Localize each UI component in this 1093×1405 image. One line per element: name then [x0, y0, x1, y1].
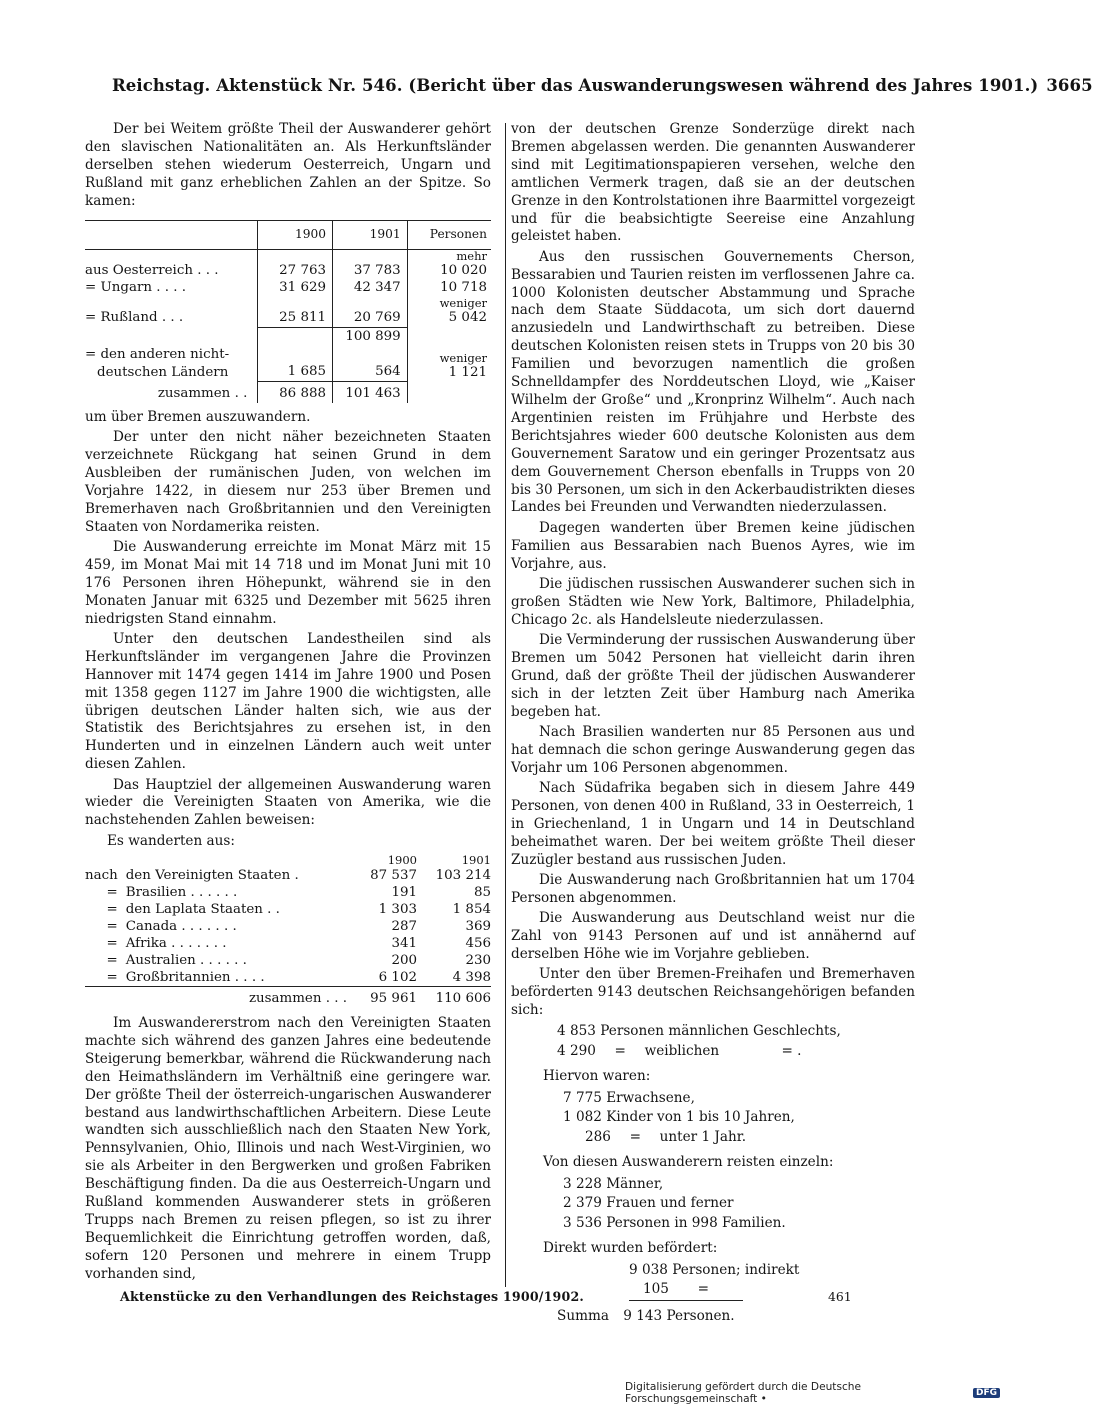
- destination-table: [85, 853, 491, 1007]
- table-row: = Australien . . . . . . 200 230: [106, 952, 491, 968]
- origin-table: [85, 220, 491, 403]
- table-row: = den Laplata Staaten . . 1 303 1 854: [106, 901, 491, 917]
- table-row: nach den Vereinigten Staaten . 87 537 103 214: [85, 867, 491, 883]
- table-row: = den anderen nicht- deutschen Ländern 1 685 564 weniger 1 121: [85, 346, 491, 382]
- table-row: = Brasilien . . . . . . 191 85: [106, 884, 491, 900]
- paragraph: Die Verminderung der russischen Auswanderung über Bremen um 5042 Personen hat vielleicht darin ihren Grund, daß der größte Theil der jüdischen Auswanderer sich in der letzten Zeit über Hamburg nach Amerika begeben hat.: [511, 631, 915, 720]
- header-page-number: 3665: [1046, 76, 1093, 95]
- table-header-row: [85, 220, 491, 249]
- travel-breakdown: 3 228 Männer, 2 379 Frauen und ferner 3 536 Personen in 998 Familien.: [563, 1175, 786, 1231]
- paragraph: Nach Südafrika begaben sich in diesem Jahre 449 Personen, von denen 400 in Rußland, 33 in Oesterreich, 1 in Griechenland, 1 in Ungarn und 14 in Deutschland beheimathet waren. Der bei weitem größte Theil dieser Zuzügler bestand aus russischen Juden.: [511, 779, 915, 868]
- col-header-1901: 1901: [333, 220, 408, 249]
- paragraph: Nach Brasilien wanderten nur 85 Personen aus und hat demnach die schon geringe Auswanderung gegen das Vorjahr um 106 Personen abgenommen.: [511, 723, 915, 776]
- table-header-row: 1900 1901: [387, 852, 491, 867]
- dfg-credit: [625, 1381, 1000, 1405]
- left-column: [85, 121, 491, 1286]
- paragraph: Der bei Weitem größte Theil der Auswanderer gehört den slavischen Nationalitäten an. Als Herkunftsländer derselben stehen wiederum Oesterreich, Ungarn und Rußland mit ganz erheblichen Zahlen an der Spitze. So kamen:: [85, 121, 491, 209]
- paragraph: Dagegen wanderten über Bremen keine jüdischen Familien aus Bessarabien nach Buenos Ayres, wie im Vorjahre, aus.: [511, 519, 915, 572]
- age-breakdown: 7 775 Erwachsene, 1 082 Kinder von 1 bis 10 Jahren, 286 = unter 1 Jahr.: [563, 1089, 795, 1145]
- right-column: von der deutschen Grenze Sonderzüge direkt nach Bremen abgelassen werden. Die genannten Auswanderer sind mit Legitimationspapieren versehen, welche den amtlichen Vermerk tragen, daß sie an der deutschen Grenze in den Kontrolstationen ihre Baarmittel vorgezeigt und für die beabsichtigte Seereise eine Anzahlung geleistet haben. Aus den russischen Gouvernements Cherson, Bessarabien und Taurien reisten im verflossenen Jahre ca. 1000 Kolonisten deutscher Abstammung und Sprache nach dem Staate Süddacota, um sich dort dauernd anzusiedeln und Landwirthschaft zu betreiben. Diese deutschen Kolonisten reisen stets in Trupps von 20 bis 30 Familien und bevorzugen namentlich die großen Schnelldampfer des Norddeutschen Lloyd, wie „Kaiser Wilhelm der Große“ und „Kronprinz Wilhelm“. Auch nach Argentinien reisten im Frühjahre und Herbste des Berichtsjahres wieder 600 deutsche Kolonisten aus dem Gouvernement Saratow und ein geringer Prozentsatz aus dem Gouvernement Cherson ebenfalls in Trupps von 20 bis 30 Personen, um sich in den Ackerbaudistrikten dieses Landes bei Freunden und Verwandten niederzulassen. Dagegen wanderten über Bremen keine jüdischen Familien aus Bessarabien nach Buenos Ayres, wie im Vorjahre, aus. Die jüdischen russischen Auswanderer suchen sich in großen Städten wie New York, Baltimore, Philadelphia, Chicago 2c. als Handelsleute niederzulassen. Die Verminderung der russischen Auswanderung über Bremen um 5042 Personen hat vielleicht darin ihren Grund, daß der größte Theil der jüdischen Auswanderer sich in der letzten Zeit über Hamburg nach Amerika begeben hat. Nach Brasilien wanderten nur 85 Personen aus und hat demnach die schon geringe Auswanderung gegen das Vorjahr um 106 Personen abgenommen. Nach Südafrika begaben sich in diesem Jahre 449 Personen, von denen 400 in Rußland, 33 in Oesterreich, 1 in Griechenland, 1 in Ungarn und 14 in Deutschland beheimathet waren. Der bei weitem größte Theil dieser Zuzügler bestand aus russischen Juden. Die Auswanderung nach Großbritannien hat um 1704 Personen abgenommen. Die Auswanderung aus Deutschland weist nur die Zahl von 9143 Personen auf und ist annähernd auf derselben Höhe wie im Vorjahre geblieben. Unter den über Bremen-Freihafen und Bremerhaven beförderten 9143 deutschen Reichsangehörigen befanden sich: 4 853 Personen männlichen Geschlechts, 4 290 = weiblichen = . Hiervon waren: 7 775 Erwachsene, 1 082 Kinder von 1 bis 10 Jahren, 286 = unter 1 Jahr. Von diesen Auswanderern reisten einzeln: 3 228 Männer, 2 379 Frauen und ferner 3 536 Personen in 998 Familien. Direkt wurden befördert: 9 038 Personen; indirekt 105 = Summa 9 143 Personen.: [511, 121, 915, 1326]
- paragraph: Das Hauptziel der allgemeinen Auswanderung waren wieder die Vereinigten Staaten von Amerika, wie die nachstehenden Zahlen beweisen:: [85, 776, 491, 829]
- paragraph: Unter den über Bremen-Freihafen und Bremerhaven beförderten 9143 deutschen Reichsangehörigen befanden sich:: [511, 966, 915, 1019]
- dfg-credit-text: Digitalisierung gefördert durch die Deutsche Forschungsgemeinschaft •: [625, 1381, 862, 1405]
- header-title: Reichstag. Aktenstück Nr. 546. (Bericht über das Auswanderungswesen während des Jahres 1901.): [112, 76, 1039, 95]
- transport-breakdown: 9 038 Personen; indirekt 105 =: [511, 1261, 915, 1301]
- table-row: aus Oesterreich . . . 27 763 37 783 mehr 10 020: [85, 249, 491, 279]
- footer-source: Aktenstücke zu den Verhandlungen des Reichstages 1900/1902.: [120, 1289, 585, 1304]
- running-header: [112, 76, 1093, 95]
- table-row: = Großbritannien . . . . 6 102 4 398: [106, 969, 491, 985]
- col-header-personen: Personen: [407, 220, 491, 249]
- dfg-logo: DFG: [973, 1388, 1000, 1398]
- table-row: = Afrika . . . . . . . 341 456: [106, 935, 491, 951]
- subtotal-row: 100 899: [85, 327, 491, 345]
- table-row: = Rußland . . . 25 811 20 769 weniger 5 042: [85, 297, 491, 327]
- summa-line: Summa 9 143 Personen.: [557, 1307, 735, 1324]
- paragraph: Die Auswanderung erreichte im Monat März mit 15 459, im Monat Mai mit 14 718 und im Monat Juni mit 10 176 Personen ihren Höhepunkt, während sie in den Monaten Januar mit 6325 und Dezember mit 5625 ihren niedrigsten Stand einnahm.: [85, 539, 491, 627]
- paragraph: Die Auswanderung nach Großbritannien hat um 1704 Personen abgenommen.: [511, 871, 915, 906]
- col-header-1900: 1900: [258, 220, 333, 249]
- paragraph: Aus den russischen Gouvernements Cherson, Bessarabien und Taurien reisten im verflossenen Jahre ca. 1000 Kolonisten deutscher Abstammung und Sprache nach dem Staate Süddacota, um sich dort dauernd anzusiedeln und Landwirthschaft zu betreiben. Diese deutschen Kolonisten reisen stets in Trupps von 20 bis 30 Familien und bevorzugen namentlich die großen Schnelldampfer des Norddeutschen Lloyd, wie „Kaiser Wilhelm der Große“ und „Kronprinz Wilhelm“. Auch nach Argentinien reisten im Frühjahre und Herbste des Berichtsjahres wieder 600 deutsche Kolonisten aus dem Gouvernement Saratow und ein geringer Prozentsatz aus dem Gouvernement Cherson ebenfalls in Trupps von 20 bis 30 Personen, um sich in den Ackerbaudistrikten dieses Landes bei Freunden und Verwandten niederzulassen.: [511, 248, 915, 516]
- sex-breakdown: 4 853 Personen männlichen Geschlechts, 4 290 = weiblichen = .: [557, 1023, 841, 1059]
- paragraph: Im Auswandererstrom nach den Vereinigten Staaten machte sich während des ganzen Jahres eine bedeutende Steigerung bemerkbar, während die Rückwanderung nach den Heimathsländern im Verhältniß eine geringere war. Der größte Theil der österreich-ungarischen Auswanderer bestand aus landwirthschaftlichen Arbeitern. Diese Leute wandten sich ausschließlich nach den Staaten New York, Pennsylvanien, Ohio, Illinois und nach West-Virginien, wo sie als Arbeiter in den Bergwerken und großen Fabriken Beschäftigung finden. Da die aus Oesterreich-Ungarn und Rußland kommenden Auswanderer stets in größeren Trupps nach Bremen zu reisen pflegen, so ist zu ihrer Bequemlichkeit die Einrichtung getroffen worden, daß, sofern 120 Personen und mehrere in einem Trupp vorhanden sind,: [85, 1014, 491, 1282]
- table-row: = Canada . . . . . . . 287 369: [106, 918, 491, 934]
- column-divider: [505, 123, 506, 1287]
- footer-page-number: 461: [828, 1289, 852, 1304]
- paragraph: Die Auswanderung aus Deutschland weist nur die Zahl von 9143 Personen auf und ist annähernd auf derselben Höhe wie im Vorjahre geblieben.: [511, 910, 915, 962]
- paragraph: von der deutschen Grenze Sonderzüge direkt nach Bremen abgelassen werden. Die genannten Auswanderer sind mit Legitimationspapieren versehen, welche den amtlichen Vermerk tragen, daß sie an der deutschen Grenze in den Kontrolstationen ihre Baarmittel vorgezeigt und für die beabsichtigte Seereise eine Anzahlung geleistet haben.: [511, 121, 915, 245]
- paragraph: Die jüdischen russischen Auswanderer suchen sich in großen Städten wie New York, Baltimore, Philadelphia, Chicago 2c. als Handelsleute niederzulassen.: [511, 575, 915, 628]
- paragraph: Unter den deutschen Landestheilen sind als Herkunftsländer im vergangenen Jahre die Provinzen Hannover mit 1474 gegen 1414 im Jahre 1900 und Posen mit 1358 gegen 1127 im Jahre 1900 die wichtigsten, alle übrigen deutschen Länder halten sich, wie aus der Statistik des Berichtsjahres zu ersehen ist, in den Hunderten und in einzelnen Ländern auch weit unter diesen Zahlen.: [85, 630, 491, 773]
- table-row: = Ungarn . . . . 31 629 42 347 10 718: [85, 279, 491, 297]
- paragraph: um über Bremen auszuwandern.: [85, 408, 311, 425]
- paragraph: Der unter den nicht näher bezeichneten Staaten verzeichnete Rückgang hat seinen Grund in dem Ausbleiben der rumänischen Juden, von welchen im Vorjahre 1422, in diesem nur 253 über Bremen und Bremerhaven nach Großbritannien und den Vereinigten Staaten von Nordamerika reisten.: [85, 429, 491, 535]
- total-row: zusammen . . 86 888 101 463: [85, 381, 491, 402]
- total-row: zusammen . . . 95 961 110 606: [85, 986, 491, 1007]
- table-intro: Es wanderten aus:: [107, 832, 235, 849]
